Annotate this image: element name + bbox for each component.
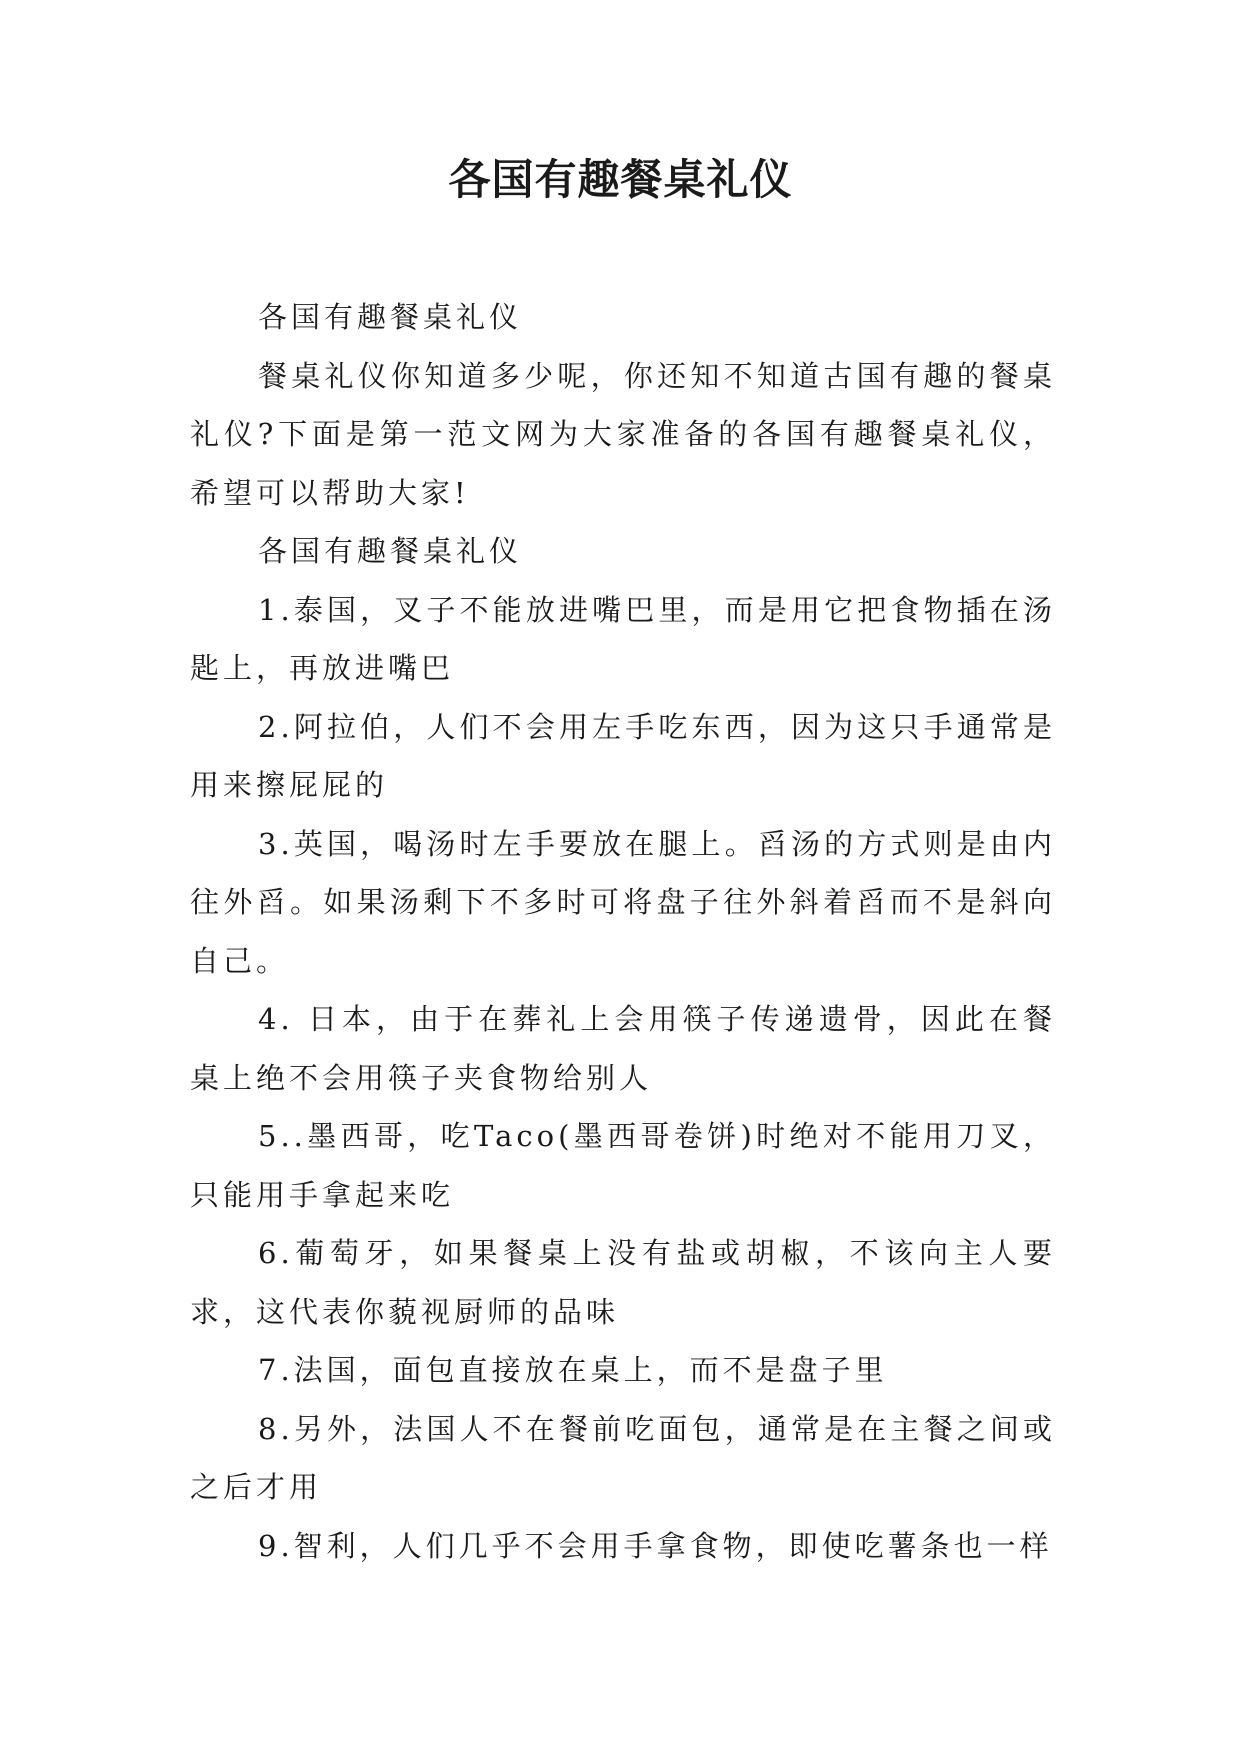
document-body xyxy=(190,288,1056,1575)
list-item-france-bread: 8.另外，法国人不在餐前吃面包，通常是在主餐之间或之后才用 xyxy=(190,1411,1056,1504)
paragraph-heading: 各国有趣餐桌礼仪 xyxy=(258,300,523,334)
list-item-japan: 4. 日本，由于在葬礼上会用筷子传递遗骨，因此在餐桌上绝不会用筷子夹食物给别人 xyxy=(190,1002,1056,1095)
list-item-england: 3.英国，喝汤时左手要放在腿上。舀汤的方式则是由内往外舀。如果汤剩下不多时可将盘子往外斜着舀而不是斜向自己。 xyxy=(190,826,1056,978)
paragraph-subheading: 各国有趣餐桌礼仪 xyxy=(258,534,523,568)
paragraph-intro: 餐桌礼仪你知道多少呢，你还知不知道古国有趣的餐桌礼仪?下面是第一范文网为大家准备的各国有趣餐桌礼仪，希望可以帮助大家! xyxy=(190,358,1056,510)
list-item-france: 7.法国，面包直接放在桌上，而不是盘子里 xyxy=(258,1353,888,1387)
page-title: 各国有趣餐桌礼仪 xyxy=(448,155,793,204)
list-item-arabia: 2.阿拉伯，人们不会用左手吃东西，因为这只手通常是用来擦屁屁的 xyxy=(190,709,1056,802)
list-item-thailand: 1.泰国，叉子不能放进嘴巴里，而是用它把食物插在汤匙上，再放进嘴巴 xyxy=(190,592,1056,685)
list-item-mexico: 5..墨西哥，吃Taco(墨西哥卷饼)时绝对不能用刀叉，只能用手拿起来吃 xyxy=(190,1119,1056,1212)
list-item-portugal: 6.葡萄牙，如果餐桌上没有盐或胡椒，不该向主人要求，这代表你藐视厨师的品味 xyxy=(190,1236,1056,1329)
list-item-chile: 9.智利，人们几乎不会用手拿食物，即使吃薯条也一样 xyxy=(258,1528,1053,1563)
